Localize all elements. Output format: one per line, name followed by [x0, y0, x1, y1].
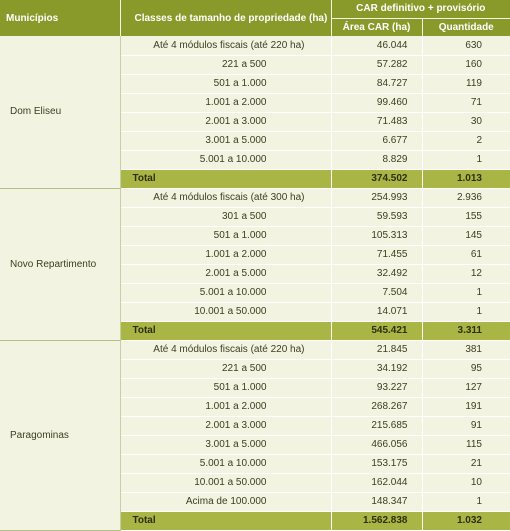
- classe-cell: Até 4 módulos fiscais (até 220 ha): [120, 36, 331, 55]
- header-area: Área CAR (ha): [331, 18, 422, 36]
- quantidade-cell: 21: [422, 454, 510, 473]
- quantidade-cell: 91: [422, 416, 510, 435]
- area-cell: 71.455: [331, 245, 422, 264]
- quantidade-cell: 381: [422, 340, 510, 359]
- quantidade-cell: 1: [422, 492, 510, 511]
- header-quantidade: Quantidade: [422, 18, 510, 36]
- area-cell: 254.993: [331, 188, 422, 207]
- classe-cell: Acima de 100.000: [120, 492, 331, 511]
- area-cell: 93.227: [331, 378, 422, 397]
- area-cell: 59.593: [331, 207, 422, 226]
- quantidade-cell: 155: [422, 207, 510, 226]
- area-cell: 34.192: [331, 359, 422, 378]
- area-cell: 162.044: [331, 473, 422, 492]
- classe-cell: 5.001 a 10.000: [120, 454, 331, 473]
- total-quantidade: 3.311: [422, 321, 510, 340]
- quantidade-cell: 2.936: [422, 188, 510, 207]
- classe-cell: 5.001 a 10.000: [120, 150, 331, 169]
- quantidade-cell: 95: [422, 359, 510, 378]
- area-cell: 84.727: [331, 74, 422, 93]
- classe-cell: 301 a 500: [120, 207, 331, 226]
- area-cell: 466.056: [331, 435, 422, 454]
- header-municipios: Municípios: [0, 0, 120, 36]
- total-area: 545.421: [331, 321, 422, 340]
- classe-cell: Até 4 módulos fiscais (até 220 ha): [120, 340, 331, 359]
- quantidade-cell: 127: [422, 378, 510, 397]
- table-row: [0, 188, 510, 207]
- quantidade-cell: 1: [422, 283, 510, 302]
- classe-cell: 1.001 a 2.000: [120, 245, 331, 264]
- classe-cell: 3.001 a 5.000: [120, 435, 331, 454]
- classe-cell: 221 a 500: [120, 359, 331, 378]
- total-area: 1.562.838: [331, 511, 422, 530]
- classe-cell: 501 a 1.000: [120, 378, 331, 397]
- quantidade-cell: 1: [422, 150, 510, 169]
- classe-cell: 501 a 1.000: [120, 74, 331, 93]
- quantidade-cell: 61: [422, 245, 510, 264]
- area-cell: 153.175: [331, 454, 422, 473]
- area-cell: 57.282: [331, 55, 422, 74]
- area-cell: 32.492: [331, 264, 422, 283]
- quantidade-cell: 160: [422, 55, 510, 74]
- total-area: 374.502: [331, 169, 422, 188]
- municipio-cell: Novo Repartimento: [0, 188, 120, 340]
- area-cell: 148.347: [331, 492, 422, 511]
- table-row: [0, 340, 510, 359]
- table-body: [0, 36, 510, 530]
- quantidade-cell: 119: [422, 74, 510, 93]
- table-header: [0, 0, 510, 36]
- classe-cell: 5.001 a 10.000: [120, 283, 331, 302]
- area-cell: 8.829: [331, 150, 422, 169]
- quantidade-cell: 10: [422, 473, 510, 492]
- area-cell: 46.044: [331, 36, 422, 55]
- quantidade-cell: 115: [422, 435, 510, 454]
- area-cell: 268.267: [331, 397, 422, 416]
- area-cell: 7.504: [331, 283, 422, 302]
- classe-cell: 501 a 1.000: [120, 226, 331, 245]
- quantidade-cell: 71: [422, 93, 510, 112]
- classe-cell: 2.001 a 5.000: [120, 264, 331, 283]
- quantidade-cell: 630: [422, 36, 510, 55]
- total-label: Total: [120, 321, 331, 340]
- area-cell: 105.313: [331, 226, 422, 245]
- classe-cell: 1.001 a 2.000: [120, 93, 331, 112]
- quantidade-cell: 191: [422, 397, 510, 416]
- classe-cell: Até 4 módulos fiscais (até 300 ha): [120, 188, 331, 207]
- header-car-group: CAR definitivo + provisório: [331, 0, 510, 18]
- area-cell: 21.845: [331, 340, 422, 359]
- area-cell: 6.677: [331, 131, 422, 150]
- total-label: Total: [120, 511, 331, 530]
- area-cell: 99.460: [331, 93, 422, 112]
- quantidade-cell: 145: [422, 226, 510, 245]
- area-cell: 14.071: [331, 302, 422, 321]
- classe-cell: 10.001 a 50.000: [120, 302, 331, 321]
- classe-cell: 3.001 a 5.000: [120, 131, 331, 150]
- classe-cell: 10.001 a 50.000: [120, 473, 331, 492]
- quantidade-cell: 1: [422, 302, 510, 321]
- total-quantidade: 1.013: [422, 169, 510, 188]
- classe-cell: 2.001 a 3.000: [120, 112, 331, 131]
- quantidade-cell: 2: [422, 131, 510, 150]
- quantidade-cell: 30: [422, 112, 510, 131]
- quantidade-cell: 12: [422, 264, 510, 283]
- classe-cell: 1.001 a 2.000: [120, 397, 331, 416]
- area-cell: 71.483: [331, 112, 422, 131]
- table-row: [0, 36, 510, 55]
- classe-cell: 2.001 a 3.000: [120, 416, 331, 435]
- header-classes: Classes de tamanho de propriedade (ha): [120, 0, 331, 36]
- municipio-cell: Paragominas: [0, 340, 120, 530]
- municipio-cell: Dom Eliseu: [0, 36, 120, 188]
- classe-cell: 221 a 500: [120, 55, 331, 74]
- area-cell: 215.685: [331, 416, 422, 435]
- total-label: Total: [120, 169, 331, 188]
- total-quantidade: 1.032: [422, 511, 510, 530]
